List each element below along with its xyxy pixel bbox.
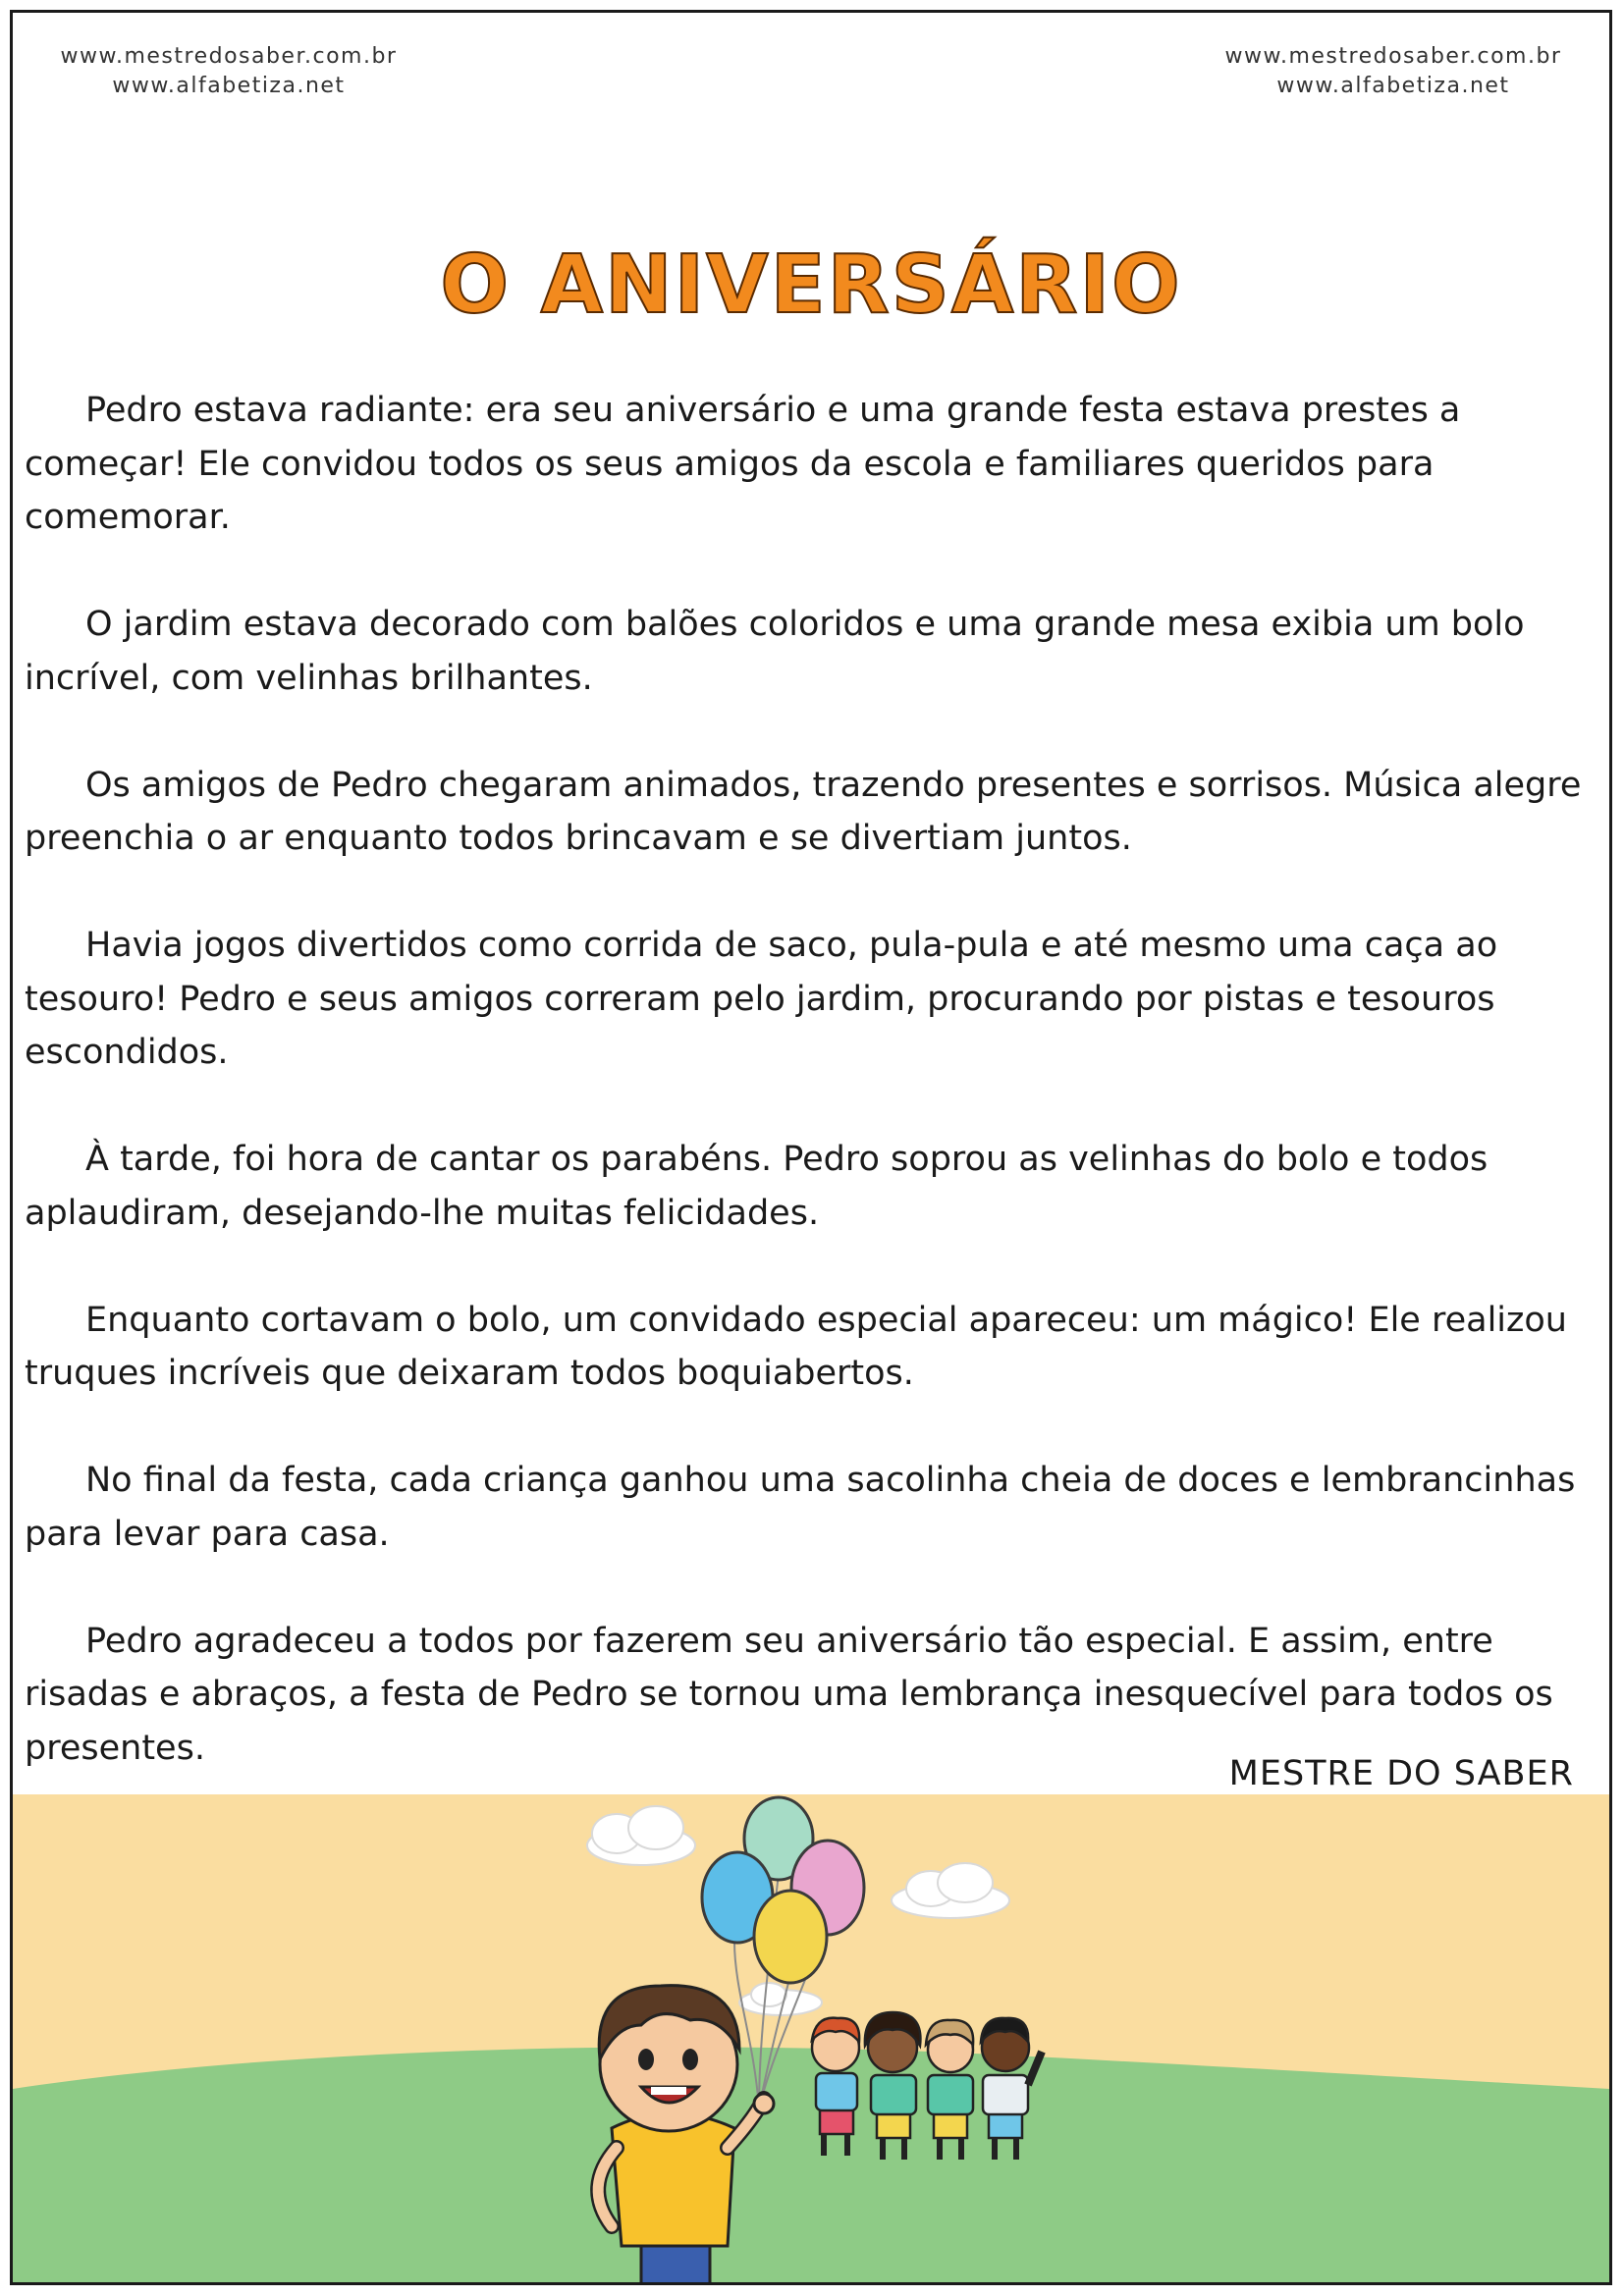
story-title: O ANIVERSÁRIO — [440, 239, 1182, 332]
header-link-alfabetiza[interactable]: www.alfabetiza.net — [112, 74, 346, 98]
header-link-alfabetiza[interactable]: www.alfabetiza.net — [1276, 74, 1510, 98]
paragraph-5: À tarde, foi hora de cantar os parabéns. Pedro soprou as velinhas do bolo e todos aplaudiram, desejando-lhe muitas felicidades. — [25, 1140, 1489, 1233]
paragraph-8: Pedro agradeceu a todos por fazerem seu aniversário tão especial. E assim, entre risadas e abraços, a festa de Pedro se tornou uma lembrança inesquecível para todos os presentes. — [25, 1621, 1553, 1768]
paragraph-6: Enquanto cortavam o bolo, um convidado especial apareceu: um mágico! Ele realizou truques incríveis que deixaram todos boquiabertos. — [25, 1300, 1567, 1393]
author-signature: MESTRE DO SABER — [1228, 1754, 1574, 1793]
paragraph-1: Pedro estava radiante: era seu aniversário e uma grande festa estava prestes a começar! Ele convidou todos os seus amigos da escola e familiares queridos para comemorar. — [25, 391, 1461, 537]
header-right — [1197, 42, 1590, 101]
paragraph-7: No final da festa, cada criança ganhou uma sacolinha cheia de doces e lembrancinhas para levar para casa. — [25, 1461, 1576, 1554]
header-left — [32, 42, 425, 101]
birthday-illustration — [13, 1794, 1609, 2285]
paragraph-3: Os amigos de Pedro chegaram animados, trazendo presentes e sorrisos. Música alegre preenchia o ar enquanto todos brincavam e se divertiam juntos. — [25, 765, 1582, 858]
friend-redhead-icon — [812, 2018, 859, 2156]
story-text — [25, 384, 1609, 1829]
grass-ground — [13, 2047, 1609, 2285]
paragraph-4: Havia jogos divertidos como corrida de saco, pula-pula e até mesmo uma caça ao tesouro! Pedro e seus amigos correram pelo jardim, procurando por pistas e tesouros escondidos. — [25, 926, 1498, 1072]
friend-glasses-icon — [926, 2020, 973, 2160]
worksheet-page — [10, 10, 1612, 2285]
header-link-mestredosaber[interactable]: www.mestredosaber.com.br — [60, 44, 398, 69]
paragraph-2: O jardim estava decorado com balões coloridos e uma grande mesa exibia um bolo incrível, com velinhas brilhantes. — [25, 605, 1525, 698]
header-link-mestredosaber[interactable]: www.mestredosaber.com.br — [1224, 44, 1562, 69]
